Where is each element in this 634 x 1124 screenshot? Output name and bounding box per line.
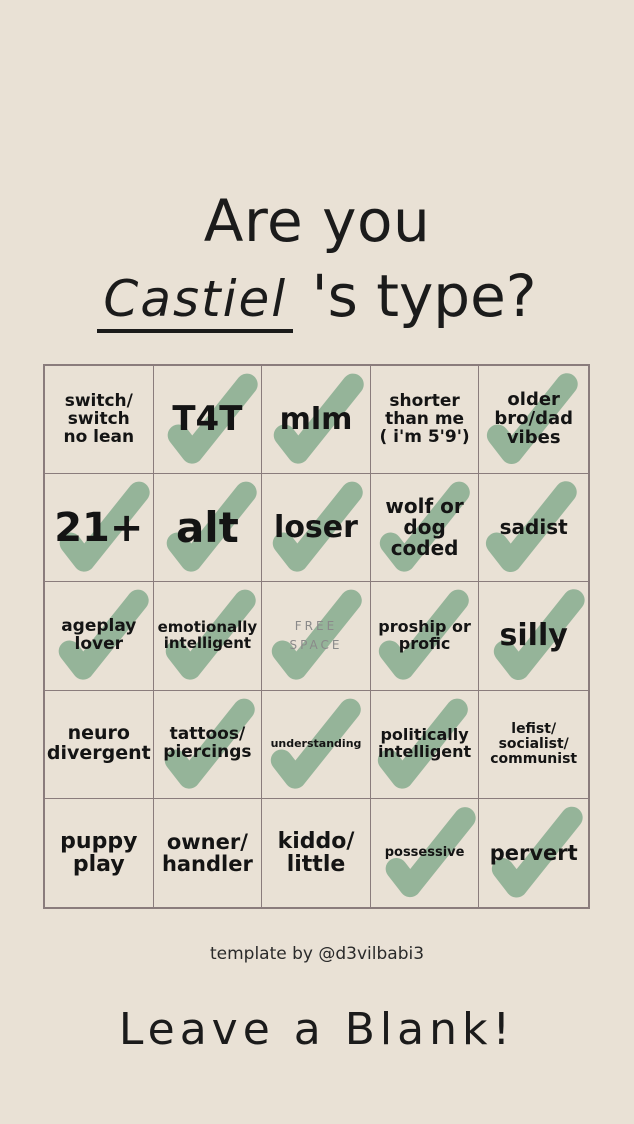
bingo-cell[interactable] — [154, 799, 263, 907]
cell-label: older bro/dad vibes — [494, 389, 573, 449]
bingo-cell[interactable] — [262, 691, 371, 799]
cell-label: sadist — [499, 515, 568, 540]
footer-instruction: Leave a Blank! — [118, 1004, 516, 1055]
bingo-cell[interactable] — [479, 474, 588, 582]
cell-label: proship or profic — [378, 617, 471, 653]
template-credit: template by @d3vilbabi3 — [209, 944, 425, 964]
bingo-cell[interactable] — [154, 582, 263, 690]
bingo-cell[interactable] — [262, 474, 371, 582]
title-suffix: 's type? — [293, 262, 537, 330]
bingo-cell[interactable] — [479, 366, 588, 474]
bingo-cell[interactable] — [262, 799, 371, 907]
cell-label: understanding — [270, 737, 362, 751]
cell-label: switch/ switch no lean — [63, 390, 135, 447]
bingo-cell[interactable] — [154, 366, 263, 474]
bingo-cell[interactable] — [371, 582, 480, 690]
free-space-label: FREE SPACE — [289, 618, 343, 652]
cell-label: owner/ handler — [161, 829, 253, 876]
bingo-cell[interactable] — [154, 691, 263, 799]
bingo-cell[interactable] — [371, 366, 480, 474]
bingo-cell[interactable] — [371, 799, 480, 907]
cell-label: kiddo/ little — [277, 828, 355, 877]
cell-label: possessive — [384, 845, 465, 861]
cell-label: neuro divergent — [46, 722, 151, 765]
bingo-cell[interactable] — [154, 474, 263, 582]
cell-label: shorter than me ( i'm 5'9') — [379, 390, 470, 447]
cell-label: emotionally intelligent — [157, 618, 258, 652]
cell-label: politically intelligent — [378, 725, 472, 762]
cell-label: T4T — [172, 398, 243, 439]
bingo-cell[interactable] — [479, 799, 588, 907]
cell-label: mlm — [279, 401, 353, 437]
cell-label: alt — [175, 502, 239, 552]
bingo-cell[interactable] — [45, 691, 154, 799]
cell-label: puppy play — [60, 828, 138, 877]
handwritten-name: Castiel — [103, 270, 288, 328]
bingo-cell[interactable] — [45, 799, 154, 907]
bingo-grid — [43, 364, 590, 909]
bingo-cell[interactable] — [479, 582, 588, 690]
cell-label: silly — [499, 618, 568, 654]
name-blank — [97, 258, 293, 337]
cell-label: pervert — [489, 840, 578, 865]
cell-label: wolf or dog coded — [385, 494, 464, 561]
bingo-cell[interactable] — [45, 366, 154, 474]
cell-label: loser — [274, 510, 358, 546]
bingo-cell[interactable] — [371, 474, 480, 582]
bingo-cell[interactable] — [262, 582, 371, 690]
bingo-cell[interactable] — [371, 691, 480, 799]
cell-label: 21+ — [54, 504, 144, 551]
cell-label: tattoos/ piercings — [163, 724, 252, 763]
bingo-cell[interactable] — [479, 691, 588, 799]
cell-label: lefist/ socialist/ communist — [490, 721, 578, 767]
bingo-cell[interactable] — [45, 582, 154, 690]
cell-label: ageplay lover — [61, 616, 137, 654]
title-line-2 — [0, 258, 634, 337]
blank-underlines — [97, 329, 293, 333]
bingo-cell[interactable] — [262, 366, 371, 474]
title-line-1: Are you — [203, 187, 431, 255]
bingo-cell[interactable] — [45, 474, 154, 582]
